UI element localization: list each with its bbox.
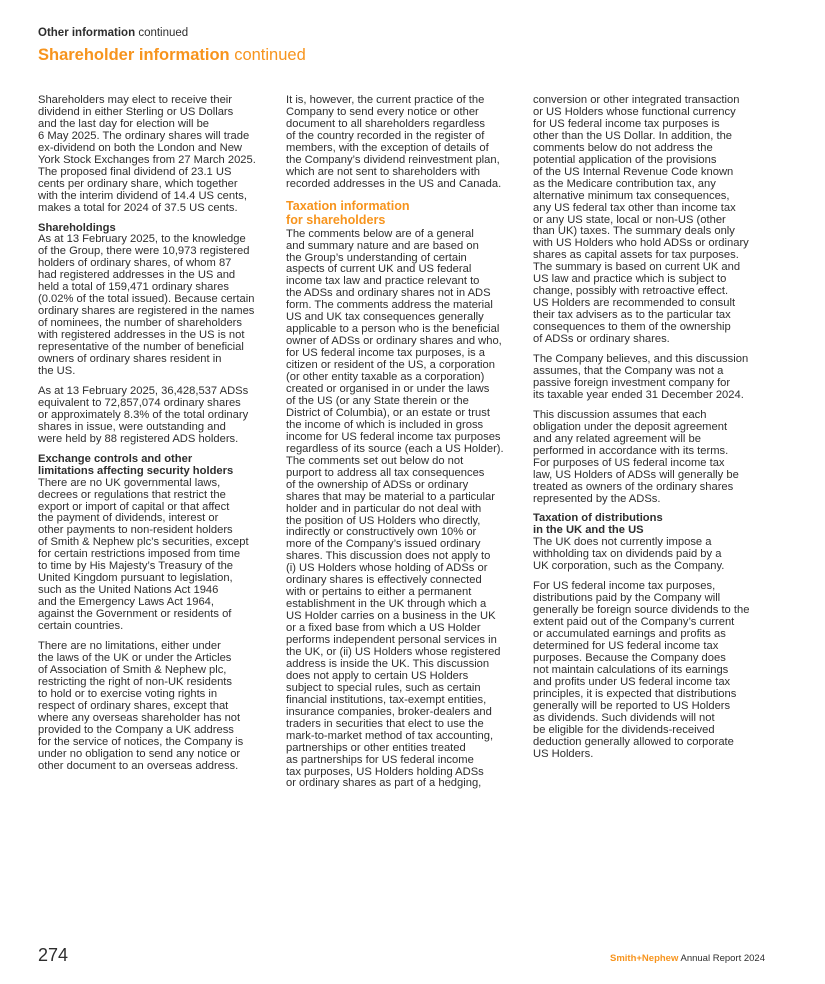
uk-withholding-paragraph: The UK does not currently impose a withholding tax on dividends paid by a UK corporation, such as the Company.	[533, 536, 725, 573]
taxation-information-heading: Taxation information for shareholders	[286, 198, 410, 227]
ads-holdings-paragraph: As at 13 February 2025, 36,428,537 ADSs equivalent to 72,857,074 ordinary shares or approximately 8.3% of the total ordinary shares in issue, were outstanding and were held by 88 registered ADS holders.	[38, 384, 249, 445]
notice-practice-paragraph: It is, however, the current practice of the Company to send every notice or other document to all shareholders regardless of the country recorded in the register of members, with the exception of details of the Company’s dividend reinvestment plan, which are not sent to shareholders with recorded addresses in the US and Canada.	[286, 94, 502, 190]
taxation-general-paragraph: The comments below are of a general and summary nature and are based on the Group’s understanding of certain aspects of current UK and US federal income tax law and practice relevant to the ADSs and ordinary shares not in ADS form. The comments address the material US and UK tax consequences generally applicable to a person who is the beneficial owner of ADSs or ordinary shares and who, for US federal income tax purposes, is a citizen or resident of the US, a corporation (or other entity taxable as a corporation) created or organised in or under the laws of the US (or any State therein or the District of Columbia), or an estate or trust the income of which is included in gross income for US federal income tax purposes regardless of its source (each a US Holder). The comments set out below do not purport to address all tax consequences of the ownership of ADSs or ordinary shares that may be material to a particular holder and in particular do not deal with the position of US Holders who directly, indirectly or constructively own 10% or more of the Company’s issued ordinary shares. This discussion does not apply to (i) US Holders whose holding of ADSs or ordinary shares is effectively connected with or pertains to either a permanent establishment in the UK through which a US Holder carries on a business in the UK or a fixed base from which a US Holder performs independent personal services in the UK, or (ii) US Holders whose registered address is inside the UK. This discussion does not apply to certain US Holders subject to special rules, such as certain financial institutions, tax-exempt entities, insurance companies, broker-dealers and traders in securities that elect to use the mark-to-market method of tax accounting, partnerships or other entities treated as partnerships for US federal income tax purposes, US Holders holding ADSs or ordinary shares as part of a hedging,	[286, 227, 504, 790]
distributions-heading: Taxation of distributions in the UK and the US	[533, 512, 663, 537]
page-title	[38, 45, 306, 65]
page-title-suffix: continued	[229, 46, 306, 64]
page-number: 274	[38, 945, 69, 965]
report-name: Annual Report 2024	[678, 953, 765, 964]
voting-rights-paragraph: There are no limitations, either under the laws of the UK or under the Articles of Association of Smith & Nephew plc, restricting the right of non-UK residents to hold or to exercise voting rights in respect of ordinary shares, except that where any overseas shareholder has not provided to the Company a UK address for the service of notices, the Company is under no obligation to send any notice or other document to an overseas address.	[38, 639, 244, 772]
section-label	[38, 26, 306, 40]
brand-name: Smith+Nephew	[610, 953, 679, 964]
tax-scope-paragraph: conversion or other integrated transaction or US Holders whose functional currency for US federal income tax purposes is other than the US Dollar. In addition, the comments below do not address the potential application of the provisions of the US Internal Revenue Code known as the Medicare contribution tax, any alternative minimum tax consequences, any US federal tax other than income tax or any US state, local or non-US (other than UK) taxes. The summary deals only with US Holders who hold ADSs or ordinary shares as capital assets for tax purposes. The summary is based on current UK and US law and practice which is subject to change, possibly with retroactive effect. US Holders are recommended to consult their tax advisers as to the particular tax consequences to them of the ownership of ADSs or ordinary shares.	[533, 94, 749, 346]
pfic-paragraph: The Company believes, and this discussion assumes, that the Company was not a passive foreign investment company for its taxable year ended 31 December 2024.	[533, 353, 749, 401]
shareholdings-paragraph: As at 13 February 2025, to the knowledge of the Group, there were 10,973 registered holders of ordinary shares, of whom 87 had registered addresses in the US and held a total of 159,471 ordinary shares (0.02% of the total issued). Because certain ordinary shares are registered in the names of nominees, the number of shareholders with registered addresses in the US is not representative of the number of beneficial owners of ordinary shares resident in the US.	[38, 233, 255, 377]
footer-brand	[610, 953, 765, 965]
page-header	[38, 26, 306, 65]
text-column-3	[533, 95, 769, 769]
exchange-controls-paragraph: There are no UK governmental laws, decrees or regulations that restrict the export or import of capital or that affect the payment of dividends, interest or other payments to non-resident holders of Smith & Nephew plc’s securities, except for certain restrictions imposed from time to time by His Majesty’s Treasury of the United Kingdom pursuant to legislation, such as the United Nations Act 1946 and the Emergency Laws Act 1964, against the Government or residents of certain countries.	[38, 476, 249, 633]
deposit-agreement-paragraph: This discussion assumes that each obligation under the deposit agreement and any related agreement will be performed in accordance with its terms. For purposes of US federal income tax law, US Holders of ADSs will generally be treated as owners of the ordinary shares represented by the ADSs.	[533, 408, 739, 505]
exchange-controls-heading: Exchange controls and other limitations affecting security holders	[38, 452, 234, 477]
shareholdings-heading: Shareholdings	[38, 221, 116, 234]
text-column-2	[286, 95, 523, 790]
text-column-1	[38, 95, 273, 780]
us-dividends-paragraph: For US federal income tax purposes, distributions paid by the Company will generally be foreign source dividends to the extent paid out of the Company’s current or accumulated earnings and profits as determined for US federal income tax purposes. Because the Company does not maintain calculations of its earnings and profits under US federal income tax principles, it is expected that distributions generally will be reported to US Holders as dividends. Such dividends will not be eligible for the dividends-received deduction generally allowed to corporate US Holders.	[533, 580, 750, 760]
section-label-suffix: continued	[135, 27, 189, 39]
page-title-bold: Shareholder information	[38, 46, 230, 64]
section-label-bold: Other information	[38, 27, 136, 39]
dividend-election-paragraph: Shareholders may elect to receive their dividend in either Sterling or US Dollars and the last day for election will be 6 May 2025. The ordinary shares will trade ex-dividend on both the London and New York Stock Exchanges from 27 March 2025. The proposed final dividend of 23.1 US cents per ordinary share, which together with the interim dividend of 14.4 US cents, makes a total for 2024 of 37.5 US cents.	[38, 94, 256, 214]
